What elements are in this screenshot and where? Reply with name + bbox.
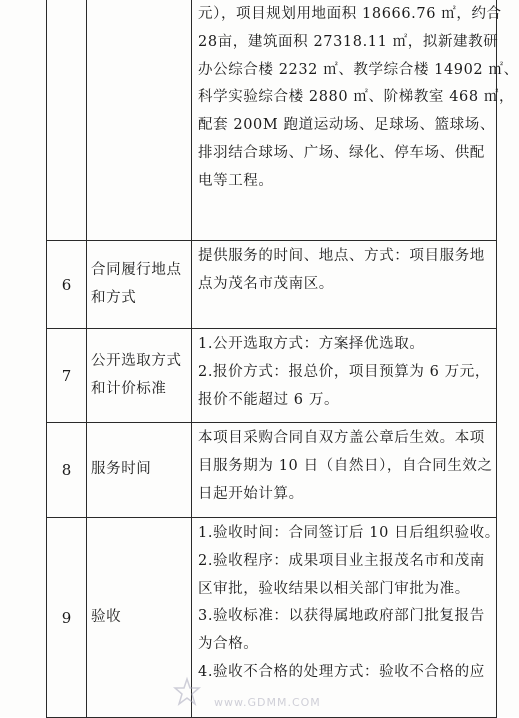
content-line: 本项目采购合同自双方盖公章后生效。本项 bbox=[198, 430, 485, 446]
content-line: 电等工程。 bbox=[198, 172, 274, 189]
content-line: 3.验收标准：以获得属地政府部门批复报告 bbox=[198, 608, 485, 625]
row-number-cell: 7 bbox=[47, 329, 87, 423]
item-name-line: 和方式 bbox=[91, 289, 137, 306]
table-row bbox=[47, 241, 497, 329]
content-line: 配套 200M 跑道运动场、足球场、篮球场、 bbox=[198, 117, 495, 134]
item-name-cell bbox=[87, 0, 192, 241]
content-cell bbox=[192, 423, 497, 518]
watermark-url: www.GDMM.COM bbox=[214, 696, 321, 709]
content-line: 科学实验综合楼 2880 ㎡、阶梯教室 468 ㎡， bbox=[198, 89, 515, 106]
item-name-cell bbox=[87, 518, 192, 718]
content-line: 目服务期为 10 日（自然日），自合同生效之 bbox=[198, 457, 493, 474]
content-line: 元），项目规划用地面积 18666.76 ㎡，约合 bbox=[198, 6, 502, 22]
table-row bbox=[47, 423, 497, 518]
row-number-cell: 8 bbox=[47, 423, 87, 518]
content-line: 28亩，建筑面积 27318.11 ㎡，拟新建教研 bbox=[198, 33, 499, 50]
content-line: 办公综合楼 2232 ㎡、教学综合楼 14902 ㎡、 bbox=[198, 61, 519, 78]
content-line: 报价不能超过 6 万。 bbox=[198, 391, 340, 408]
content-line: 2.验收程序：成果项目业主报茂名市和茂南 bbox=[198, 552, 485, 569]
item-name-line: 和计价标准 bbox=[91, 380, 167, 397]
content-line: 1.公开选取方式：方案择优选取。 bbox=[198, 336, 425, 352]
content-cell bbox=[192, 518, 500, 718]
content-line: 点为茂名市茂南区。 bbox=[198, 275, 334, 292]
row-number-cell bbox=[47, 0, 87, 241]
table-row bbox=[47, 0, 497, 241]
table-row bbox=[47, 329, 497, 423]
item-name-cell bbox=[87, 241, 192, 329]
item-name-cell bbox=[87, 329, 192, 423]
procurement-table bbox=[46, 0, 519, 718]
content-line: 日起开始计算。 bbox=[198, 485, 304, 502]
content-line: 1.验收时间：合同签订后 10 日后组织验收。 bbox=[198, 525, 500, 541]
content-cell bbox=[192, 241, 497, 329]
item-name-line: 公开选取方式 bbox=[91, 352, 182, 369]
content-cell bbox=[192, 329, 497, 423]
content-line: 区审批，验收结果以相关部门审批为准。 bbox=[198, 580, 470, 597]
content-line: 排羽结合球场、广场、绿化、停车场、供配 bbox=[198, 144, 485, 161]
item-name-cell bbox=[87, 423, 192, 518]
row-number-cell: 9 bbox=[47, 518, 87, 718]
content-line: 4.验收不合格的处理方式：验收不合格的应 bbox=[198, 663, 485, 680]
content-line: 2.报价方式：报总价，项目预算为 6 万元， bbox=[198, 363, 490, 380]
item-name-line: 合同履行地点 bbox=[91, 261, 182, 278]
table-row bbox=[47, 518, 497, 718]
content-cell bbox=[192, 0, 519, 241]
content-line: 提供服务的时间、地点、方式：项目服务地 bbox=[198, 248, 485, 264]
item-name-line: 验收 bbox=[91, 608, 122, 625]
row-number-cell: 6 bbox=[47, 241, 87, 329]
item-name-line: 服务时间 bbox=[91, 461, 152, 478]
content-line: 为合格。 bbox=[198, 636, 259, 653]
